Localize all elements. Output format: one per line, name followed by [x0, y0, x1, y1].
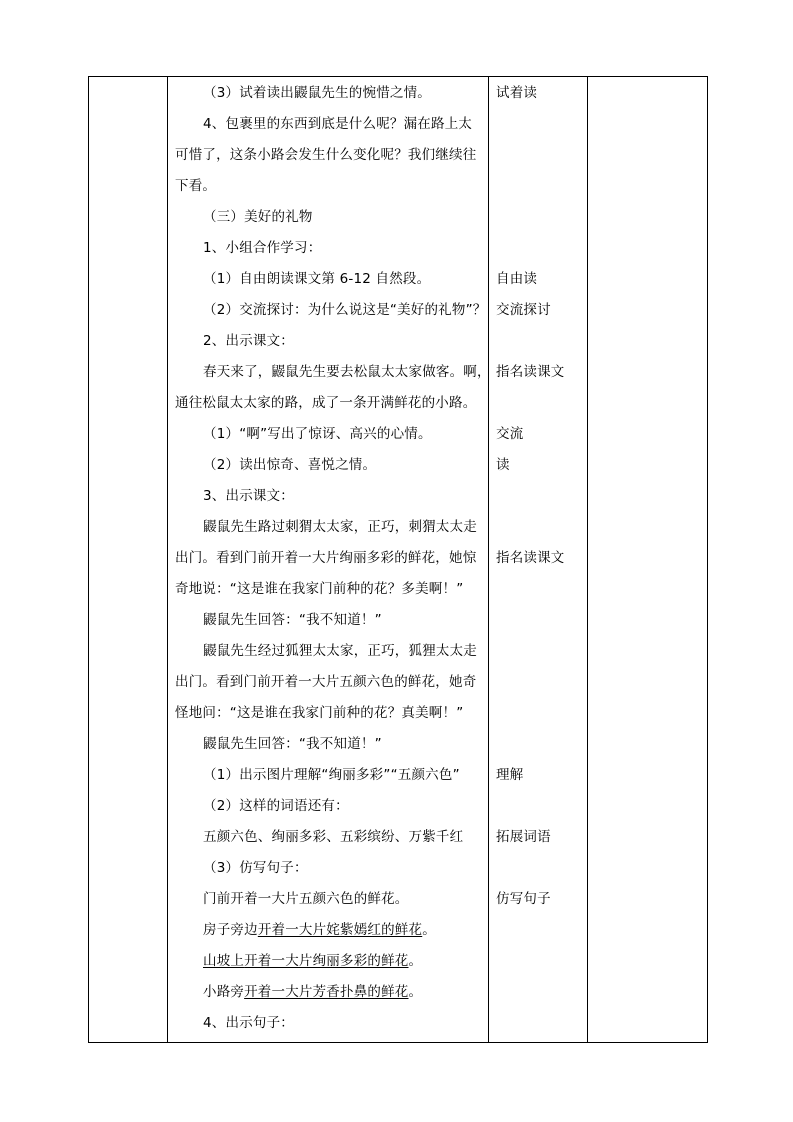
text-line: 鼹鼠先生回答：“我不知道！” — [203, 612, 382, 628]
lesson-plan-table — [88, 76, 708, 1043]
sentence-end: 。 — [422, 922, 436, 938]
student-activity-cell — [489, 77, 588, 1043]
activity-label: 试着读 — [496, 85, 538, 101]
text-line: （2）交流探讨：为什么说这是“美好的礼物”？ — [203, 302, 487, 318]
underlined-subject: 山坡上 — [203, 953, 245, 969]
sentence-subject: 房子旁边 — [203, 922, 258, 938]
underlined-phrase: 开着一大片芳香扑鼻的鲜花 — [244, 984, 409, 1000]
text-line: （1）自由朗读课文第 6-12 自然段。 — [203, 271, 431, 287]
text-line: 4、包裹里的东西到底是什么呢？漏在路上太 — [203, 116, 473, 132]
activity-label: 指名读课文 — [496, 550, 565, 566]
text-line: （1）“啊”写出了惊讶、高兴的心情。 — [203, 426, 432, 442]
text-line: 4、出示句子： — [203, 1015, 294, 1031]
text-line — [203, 951, 422, 971]
text-line: 奇地说：“这是谁在我家门前种的花？多美啊！” — [175, 581, 464, 597]
text-line — [203, 982, 422, 1002]
underlined-phrase: 开着一大片绚丽多彩的鲜花 — [244, 953, 409, 969]
text-line: （3）仿写句子： — [203, 860, 308, 876]
section-heading: （三）美好的礼物 — [203, 209, 313, 225]
notes-cell — [588, 77, 708, 1043]
text-line — [203, 920, 436, 940]
text-line: （2）这样的词语还有： — [203, 798, 349, 814]
sentence-subject: 小路旁 — [203, 984, 245, 1000]
sentence-end: 。 — [408, 984, 423, 1000]
text-line: 下看。 — [175, 178, 217, 194]
text-line: 鼹鼠先生经过狐狸太太家，正巧，狐狸太太走 — [203, 643, 477, 659]
activity-label: 读 — [496, 457, 510, 473]
teaching-process-cell — [168, 77, 489, 1043]
text-line: 怪地问：“这是谁在我家门前种的花？真美啊！” — [175, 705, 464, 721]
sentence-end: 。 — [408, 953, 423, 969]
activity-label: 自由读 — [496, 271, 538, 287]
activity-label: 拓展词语 — [496, 829, 551, 845]
text-line: 门前开着一大片五颜六色的鲜花。 — [203, 891, 409, 907]
text-line: 通往松鼠太太家的路，成了一条开满鲜花的小路。 — [175, 395, 477, 411]
text-line: 出门。看到门前开着一大片绚丽多彩的鲜花，她惊 — [175, 550, 477, 566]
activity-label: 交流探讨 — [496, 302, 551, 318]
text-line: 鼹鼠先生路过刺猬太太家，正巧，刺猬太太走 — [203, 519, 477, 535]
text-line: 3、出示课文： — [203, 488, 294, 504]
text-line: 可惜了，这条小路会发生什么变化呢？我们继续往 — [175, 147, 477, 163]
underlined-phrase: 开着一大片姹紫嫣红的鲜花 — [257, 922, 423, 938]
activity-label: 交流 — [496, 426, 524, 442]
activity-label: 仿写句子 — [496, 891, 551, 907]
text-line: （1）出示图片理解“绚丽多彩”“五颜六色” — [203, 767, 460, 783]
text-line: 鼹鼠先生回答：“我不知道！” — [203, 736, 382, 752]
text-line: （2）读出惊奇、喜悦之情。 — [203, 457, 377, 473]
activity-label: 理解 — [496, 767, 524, 783]
text-line: 2、出示课文： — [203, 333, 294, 349]
text-line: 出门。看到门前开着一大片五颜六色的鲜花，她奇 — [175, 674, 477, 690]
text-line: 1、小组合作学习： — [203, 240, 322, 256]
left-margin-cell — [89, 77, 168, 1043]
text-line: 五颜六色、绚丽多彩、五彩缤纷、万紫千红 — [203, 829, 464, 845]
text-line: （3）试着读出鼹鼠先生的惋惜之情。 — [203, 85, 431, 101]
activity-label: 指名读课文 — [496, 364, 565, 380]
text-line: 春天来了，鼹鼠先生要去松鼠太太家做客。啊， — [203, 364, 491, 380]
